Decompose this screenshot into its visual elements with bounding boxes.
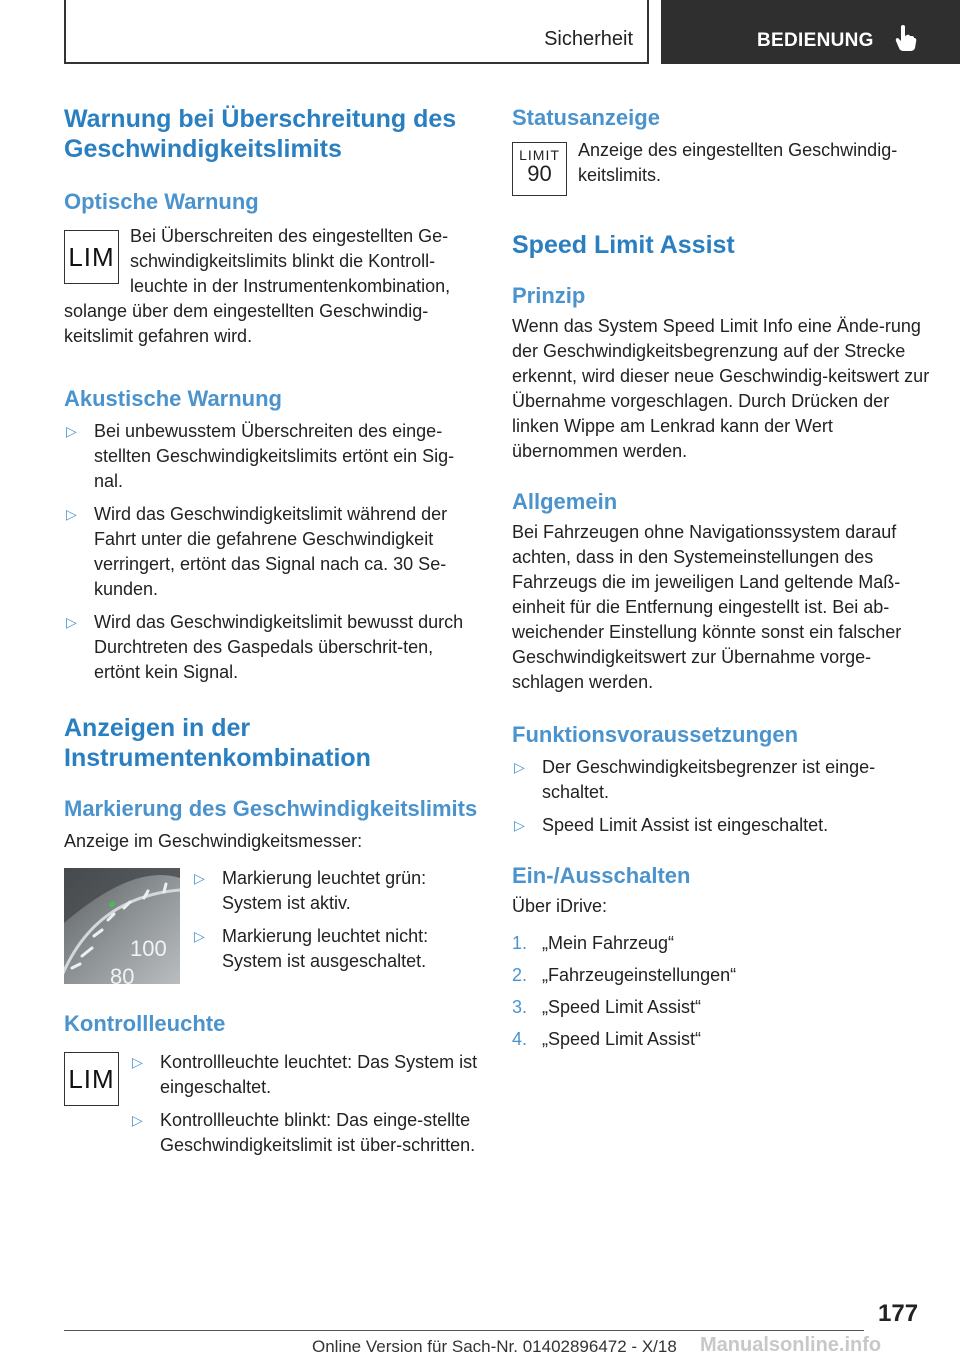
heading-general: Allgemein [512,489,618,514]
list-item: 3. „Speed Limit Assist“ [512,997,702,1017]
heading-speed-warning: Warnung bei Überschreitung des Geschwindigkeitslimits [64,105,457,163]
indicator-block [64,1050,478,1180]
steps-list [512,931,930,1052]
optical-text-line-3: leuchte in der Instrumentenkombination, [130,276,451,296]
indicator-list [130,1050,478,1158]
acoustic-warning-list [64,419,478,685]
list-item: 1. „Mein Fahrzeug“ [512,933,675,953]
speedo-label-80: 80 [110,964,135,984]
left-column [64,104,478,1180]
heading-principle: Prinzip [512,283,586,308]
status-text: Anzeige des eingestellten Geschwindig-keitslimits. [578,140,898,185]
optical-text-line-5: keitslimit gefahren wird. [64,326,253,346]
optical-text-line-1: Bei Überschreiten des eingestellten Ge- [130,226,449,246]
list-item: ▷ Markierung leuchtet grün: System ist aktiv. [194,868,427,913]
principle-text: Wenn das System Speed Limit Info eine Ände-rung der Geschwindigkeitsbegrenzung auf der Strecke erkennt, wird dieser neue Geschwindig-keitswert zur Übernahme vorgeschlagen. Durch Drücken der linken Wippe am Lenkrad kann der Wert übernommen werden. [512,316,930,461]
general-text: Bei Fahrzeugen ohne Navigationssystem darauf achten, dass in den Systemeinstellungen des Fahrzeugs die im jeweiligen Land geltende Maß-einheit für die Entfernung eingestellt ist. Bei ab-weichender Einstellung könnte sonst ein falscher Geschwindigkeitswert zur Übernahme vorge-schlagen werden. [512,522,902,692]
triangle-bullet-icon: ▷ [514,759,525,775]
optical-text-line-4: solange über dem eingestellten Geschwindig- [64,301,429,321]
list-item: ▷ Wird das Geschwindigkeitslimit während der Fahrt unter die gefahrene Geschwindigkeit verringert, ertönt das Signal nach ca. 30 Se-kunden. [66,504,448,599]
marking-block [64,866,478,984]
heading-optical-warning: Optische Warnung [64,189,259,214]
lim-indicator-icon: LIM [64,1052,119,1106]
list-item: 2. „Fahrzeugeinstellungen“ [512,965,737,985]
list-item: ▷ Kontrollleuchte blinkt: Das einge-stellte Geschwindigkeitslimit ist über-schritten. [132,1110,476,1155]
header-section-box [64,0,649,64]
heading-indicator-light: Kontrollleuchte [64,1011,226,1036]
footer-text: Online Version für Sach-Nr. 01402896472 - X/18 [312,1337,677,1356]
heading-speed-limit-assist: Speed Limit Assist [512,231,735,259]
triangle-bullet-icon: ▷ [132,1112,143,1128]
heading-status-display: Statusanzeige [512,105,660,130]
status-block [512,138,930,202]
speedo-label-100: 100 [130,936,167,961]
list-item: 4. „Speed Limit Assist“ [512,1029,702,1049]
heading-requirements: Funktionsvoraussetzungen [512,722,799,747]
right-column [512,104,930,1059]
list-item: ▷ Bei unbewusstem Überschreiten des einge-stellten Geschwindigkeitslimits ertönt ein Sig-nal. [66,421,455,491]
watermark: Manualsonline.info [700,1334,882,1356]
limit-indicator-icon: LIMIT 90 [512,142,567,196]
requirements-list [512,755,930,838]
pointing-hand-icon [895,24,917,52]
list-item: ▷ Speed Limit Assist ist eingeschaltet. [512,813,930,838]
list-item: ▷ Wird das Geschwindigkeitslimit bewusst durch Durchtreten des Gaspedals überschrit-ten, ertönt kein Signal. [66,612,464,682]
lim-indicator-icon: LIM [64,230,119,284]
triangle-bullet-icon: ▷ [66,423,77,439]
triangle-bullet-icon: ▷ [194,928,205,944]
optical-warning-block [64,224,478,349]
list-item: ▷ Der Geschwindigkeitsbegrenzer ist einge-schaltet. [514,757,876,802]
list-item: ▷ Markierung leuchtet nicht: System ist ausgeschaltet. [194,926,429,971]
page-number: 177 [878,1300,919,1327]
header-chapter-tab [661,0,960,64]
heading-acoustic-warning: Akustische Warnung [64,386,282,411]
triangle-bullet-icon: ▷ [132,1054,143,1070]
marking-list [192,866,478,974]
triangle-bullet-icon: ▷ [66,614,77,630]
header-section-title: Sicherheit [544,28,633,50]
on-off-intro: Über iDrive: [512,896,608,916]
heading-limit-marking: Markierung des Geschwindigkeitslimits [64,796,478,821]
header-chapter-title: BEDIENUNG [757,30,874,51]
footer-divider [64,1330,864,1331]
list-item: ▷ Kontrollleuchte leuchtet: Das System ist eingeschaltet. [132,1052,478,1097]
speedometer-image [64,868,180,984]
heading-on-off: Ein-/Ausschalten [512,863,691,888]
marking-intro-text: Anzeige im Geschwindigkeitsmesser: [64,831,363,851]
triangle-bullet-icon: ▷ [194,870,205,886]
triangle-bullet-icon: ▷ [514,817,525,833]
optical-text-line-2: schwindigkeitslimits blinkt die Kontroll- [130,251,436,271]
heading-instrument-display: Anzeigen in der Instrumentenkombination [64,714,371,772]
triangle-bullet-icon: ▷ [66,506,77,522]
